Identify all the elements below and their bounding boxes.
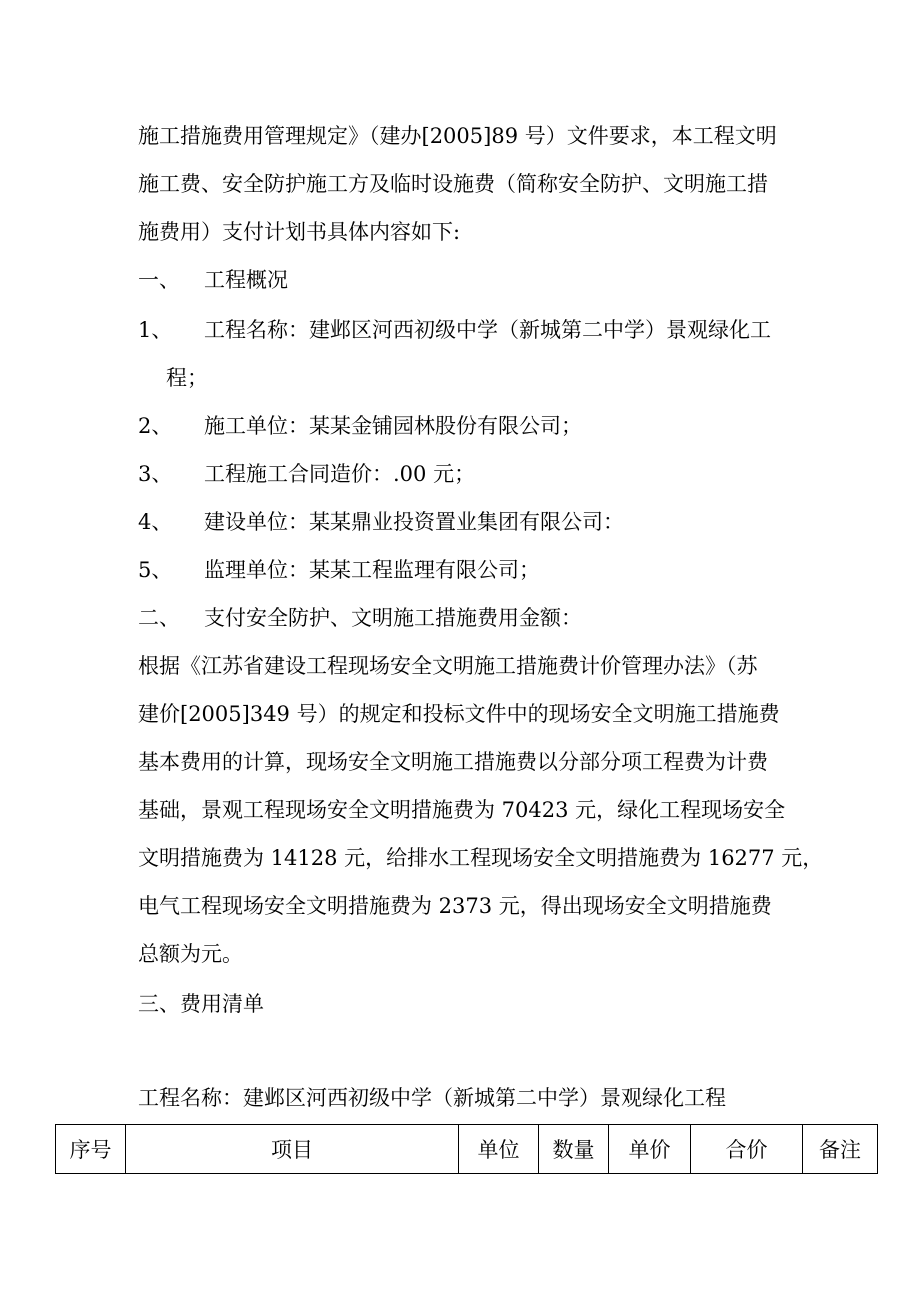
cost-table	[55, 1124, 878, 1174]
item2-text: 施工单位：某某金铺园林股份有限公司；	[204, 414, 582, 438]
item3-marker: 3、	[138, 462, 173, 486]
intro-line-2: 施工费、安全防护施工方及临时设施费（简称安全防护、文明施工措	[138, 172, 768, 196]
intro-line-1: 施工措施费用管理规定》（建办[2005]89 号）文件要求，本工程文明	[138, 124, 777, 148]
table-header-row	[56, 1125, 878, 1174]
section3-title: 三、费用清单	[138, 992, 264, 1016]
section2-body-line-5: 文明措施费为 14128 元，给排水工程现场安全文明措施费为 16277 元，	[138, 846, 824, 870]
item1-text: 工程名称：建邺区河西初级中学（新城第二中学）景观绿化工	[204, 318, 771, 342]
section2-body-line-2: 建价[2005]349 号）的规定和投标文件中的现场安全文明施工措施费	[138, 702, 780, 726]
section2-body-line-4: 基础，景观工程现场安全文明措施费为 70423 元，绿化工程现场安全	[138, 798, 786, 822]
section2-body-line-6: 电气工程现场安全文明措施费为 2373 元，得出现场安全文明措施费	[138, 894, 772, 918]
header-total-price: 合价	[691, 1125, 803, 1174]
section2-marker: 二、	[138, 606, 180, 630]
item2-marker: 2、	[138, 414, 173, 438]
section2-body-line-1: 根据《江苏省建设工程现场安全文明施工措施费计价管理办法》（苏	[138, 654, 758, 678]
header-unit: 单位	[459, 1125, 539, 1174]
section2-body-line-7: 总额为元。	[138, 942, 243, 966]
section1-marker: 一、	[138, 268, 180, 292]
section2-title: 支付安全防护、文明施工措施费用金额：	[204, 606, 582, 630]
header-serial-number: 序号	[56, 1125, 126, 1174]
item4-text: 建设单位：某某鼎业投资置业集团有限公司：	[204, 510, 624, 534]
item5-marker: 5、	[138, 558, 173, 582]
header-remarks: 备注	[803, 1125, 878, 1174]
section2-body-line-3: 基本费用的计算，现场安全文明施工措施费以分部分项工程费为计费	[138, 750, 768, 774]
intro-line-3: 施费用）支付计划书具体内容如下:	[138, 220, 461, 244]
header-unit-price: 单价	[609, 1125, 691, 1174]
project-name-caption: 工程名称：建邺区河西初级中学（新城第二中学）景观绿化工程	[138, 1086, 726, 1110]
header-quantity: 数量	[539, 1125, 609, 1174]
section1-title: 工程概况	[204, 268, 288, 292]
item3-text: 工程施工合同造价：.00 元；	[204, 462, 476, 486]
item1-continuation: 程；	[166, 366, 208, 390]
header-item: 项目	[126, 1125, 459, 1174]
item5-text: 监理单位：某某工程监理有限公司；	[204, 558, 540, 582]
item1-marker: 1、	[138, 318, 173, 342]
item4-marker: 4、	[138, 510, 173, 534]
